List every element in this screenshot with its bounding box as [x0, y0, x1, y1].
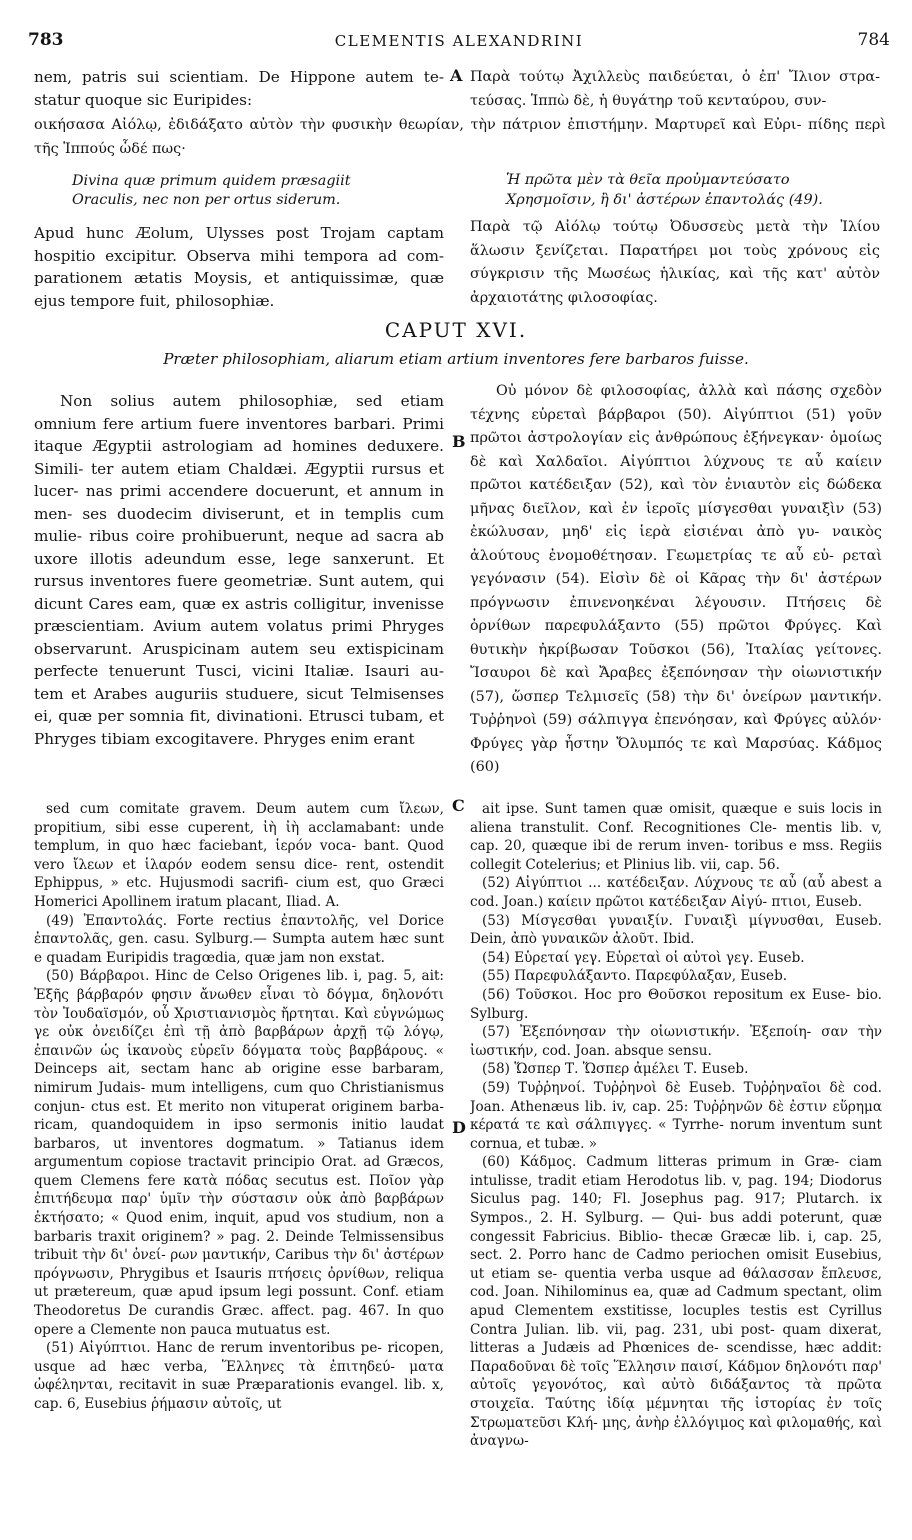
greek-intro: Παρὰ τούτῳ Ἀχιλλεὺς παιδεύεται, ὁ ἐπ' Ἴλιον στρα- τεύσας. Ἱππὼ δὲ, ἡ θυγάτηρ τοῦ κενταύρου, συν-	[470, 69, 880, 109]
latin-intro: nem, patris sui scientiam. De Hippone autem te- statur quoque sic Euripides:	[34, 68, 444, 109]
page-header	[28, 30, 890, 54]
note-right-4: (54) Εὑρεταί γεγ. Εὑρεταὶ οἱ αὐτοὶ γεγ. Euseb.	[482, 949, 805, 966]
note-left-4: (51) Αἰγύπτιοι. Hanc de rerum inventoribus pe- ricopen, usque ad hæc verba, Ἕλληνες τὰ ἐπιτηδεύ- ματα ὠφέληνται, recitavit in suæ Præparationis evangel. lib. x, cap. 6, Eusebius ῥήμασιν αὐτοῖς, ut	[34, 1340, 444, 1412]
greek-full-line: οικήσασα Αἰόλῳ, ἐδιδάξατο αὐτὸν τὴν φυσικὴν θεωρίαν, τὴν πάτριον ἐπιστήμην. Μαρτυρεῖ καὶ Εὐρι- πίδης περὶ τῆς Ἱππούς ὧδέ πως·	[34, 117, 886, 157]
latin-verse	[34, 172, 472, 212]
greek-verse-line-2: Χρησμοῖσιν, ἢ δι' ἀστέρων ἐπαντολάς (49).	[506, 192, 823, 208]
note-right-9: (59) Τυῤῥηνοί. Τυῤῥηνοὶ δὲ Euseb. Τυῤῥηναῖοι δὲ cod. Joan. Athenæus lib. iv, cap. 25: Τυῤῥηνῶν δὲ ἐστιν εὕρημα κέρατά τε καὶ σάλπιγγες. « Tyrrhe- norum inventum sunt cornua, et tubæ. »	[470, 1079, 882, 1152]
latin-paragraph: Apud hunc Æolum, Ulysses post Trojam captam hospitio excipitur. Observa mihi tempora ad com- parationem ætatis Moysis, et antiquissimæ, quæ ejus tempore fuit, philosophiæ.	[34, 224, 444, 310]
margin-marker-c: C	[452, 796, 465, 815]
note-left-2: (49) Ἐπαντολάς. Forte rectius ἐπαντολῆς, vel Dorice ἐπαντολᾶς, gen. casu. Sylburg.— Sumpta autem hæc sunt e quadam Euripidis tragœdia, quæ jam non exstat.	[34, 912, 444, 966]
margin-marker-a: A	[450, 66, 463, 85]
margin-marker-d: D	[452, 1118, 466, 1137]
chapter-heading: CAPUT XVI.	[384, 318, 528, 342]
notes-right-column	[470, 800, 882, 1528]
latin-verse-line-1: Divina quæ primum quidem præsagiit	[72, 173, 351, 189]
main-greek-text: Οὐ μόνον δὲ φιλοσοφίας, ἀλλὰ καὶ πάσης σχεδὸν τέχνης εὑρεταὶ βάρβαροι (50). Αἰγύπτιοι (51) γοῦν πρῶτοι ἀστρολογίαν εἰς ἀνθρώπους ἐξήνεγκαν· ὁμοίως δὲ καὶ Χαλδαῖοι. Αἰγύπτιοι λύχνους τε αὖ καίειν πρῶτοι κατέδειξαν (52), καὶ τὸν ἐνιαυτὸν εἰς δώδεκα μῆνας διεῖλον, καὶ ἐν ἱεροῖς μίσγεσθαι γυναιξὶν (53) ἐκώλυσαν, μηδ' εἰς ἱερὰ εἰσιέναι ἀπὸ γυ- ναικὸς ἀλούτους ἐνομοθέτησαν. Γεωμετρίας τε αὖ εὑ- ρεταὶ γεγόνασιν (54). Εἰσὶν δὲ οἱ Κᾶρας τὴν δι' ἀστέρων πρόγνωσιν ἐπινενοηκέναι λέγουσιν. Πτήσεις δὲ ὀρνίθων παρεφυλάξαντο (55) πρῶτοι Φρύγες. Καὶ θυτικὴν ἠκρίβωσαν Τοῦσκοι (56), Ἰταλίας γείτονες. Ἴσαυροι δὲ καὶ Ἄραβες ἐξεπόνησαν τὴν οἰωνιστικήν (57), ὥσπερ Τελμισεῖς (58) τὴν δι' ὀνείρων μαντικήν. Τυῤῥηνοὶ (59) σάλπιγγα ἐπενόησαν, καὶ Φρύγες αὐλόν· Φρύγες γὰρ ἦστην Ὄλυμπός τε καὶ Μαρσύας. Κάδμος (60)	[470, 383, 882, 775]
note-left-1: sed cum comitate gravem. Deum autem cum ἴλεων, propitium, sibi esse cuperent, ἰὴ ἰὴ acclamabant: unde templum, in quo hæc faciebant, ἱερόν voca- bant. Quod vero ἴλεων et ἱλαρόν eodem sensu dice- rent, ostendit Ephippus, » etc. Hujusmodi sacrifi- cium est, quo Græci Homerici Apollinem iratum placant, Iliad. A.	[34, 801, 444, 910]
note-right-10: (60) Κάδμος. Cadmum litteras primum in Græ- ciam intulisse, tradit etiam Herodotus lib. v, pag. 194; Diodorus Siculus pag. 140; Fl. Josephus pag. 917; Plutarch. ix Sympos., 2. H. Sylburg. — Qui- bus addi poterunt, quæ congessit Fabricius. Biblio- thecæ Græcæ lib. i, cap. 25, sect. 2. Porro hanc de Cadmo periochen omisit Eusebius, ut etiam se- quentia verba usque ad θάλασσαν ἔπλευσε, cod. Joan. Nihilominus ea, quæ ad Cadmum spectant, olim apud Clementem exstitisse, locuples testis est Cyrillus Contra Julian. lib. vii, pag. 231, ubi post- quam dixerat, litteras a Judæis ad Phœnices de- scendisse, hæc addit: Παραδοῦναι δὲ τοῖς Ἕλλησιν παισί, Κάδμον δηλονότι παρ' αὐτοῖς γεγονότος, καὶ αὐτὸ διδάξαντος τὰ πρῶτα στοιχεῖα. Ταύτης ἰδίᾳ μέμνηται τῆς ἱστορίας ἐν τοῖς Στρωματεῦσι Κλή- μης, ἀνὴρ ἐλλόγιμος καὶ φιλομαθής, καὶ ἀναγνω-	[470, 1154, 882, 1450]
note-right-1: ait ipse. Sunt tamen quæ omisit, quæque e suis locis in aliena transtulit. Conf. Recognitiones Cle- mentis lib. v, cap. 20, quæque ibi de rerum inven- toribus e mss. Regiis collegit Cotelerius; et Plinius lib. vii, cap. 56.	[470, 801, 882, 873]
greek-verse-line-1: Ἡ πρῶτα μὲν τὰ θεῖα προὐμαντεύσατο	[506, 172, 790, 188]
page-number-right: 784	[857, 30, 890, 50]
note-right-3: (53) Μίσγεσθαι γυναιξίν. Γυναιξὶ μίγνυσθαι, Euseb. Dein, ἀπὸ γυναικῶν ἀλοῦτ. Ibid.	[470, 912, 882, 948]
main-latin-text: Non solius autem philosophiæ, sed etiam omnium fere artium fuere inventores barbari. Primi itaque Ægyptii astrologiam ad homines deduxere. Simili- ter autem etiam Chaldæi. Ægyptii rursus et lucer- nas primi accendere docuerunt, et annum in men- ses duodecim diviserunt, et in templis cum mulie- ribus coire prohibuerunt, neque ad sacra ab uxore illotis adeundum esse, lege sanxerunt. Et rursus inventores fuere geometriæ. Sunt autem, qui dicunt Cares eam, quæ ex astris colligitur, invenisse præscientiam. Avium autem volatus primi Phryges observarunt. Aruspicinam autem seu extispicinam perfecte tenuerunt Tusci, vicini Italiæ. Isauri au- tem et Arabes auguriis studuere, sicut Telmisenses ei, quæ per somnia fit, divinationi. Etrusci tubam, et Phryges tibiam excogitavere. Phryges enim erant	[34, 392, 444, 748]
running-title: CLEMENTIS ALEXANDRINI	[334, 32, 584, 50]
greek-paragraph: Παρὰ τῷ Αἰόλῳ τούτῳ Ὀδυσσεὺς μετὰ τὴν Ἰλίου ἅλωσιν ξενίζεται. Παρατήρει μοι τοὺς χρόνους εἰς σύγκρισιν τῆς Μωσέως ἡλικίας, καὶ τῆς κατ' αὐτὸν ἀρχαιοτάτης φιλοσοφίας.	[470, 219, 880, 306]
note-right-2: (52) Αἰγύπτιοι ... κατέδειξαν. Λύχνους τε αὖ (αὖ abest a cod. Joan.) καίειν πρῶτοι κατέδειξαν Αἰγύ- πτιοι, Euseb.	[470, 875, 882, 910]
margin-marker-b: B	[452, 432, 466, 451]
latin-verse-line-2: Oraculis, nec non per ortus siderum.	[72, 192, 341, 208]
chapter-subtitle: Præter philosophiam, aliarum etiam artium inventores fere barbaros fuisse.	[163, 350, 749, 368]
note-right-5: (55) Παρεφυλάξαντο. Παρεφύλαξαν, Euseb.	[482, 968, 788, 985]
note-left-3: (50) Βάρβαροι. Hinc de Celso Origenes lib. i, pag. 5, ait: Ἐξῆς βάρβαρόν φησιν ἄνωθεν εἶναι τὸ δόγμα, δηλονότι τὸν Ἰουδαϊσμόν, οὗ Χριστιανισμὸς ἤρτηται. Καὶ εὐγνώμως γε οὐκ ὀνειδίζει ἐπὶ τῇ ἀπὸ βαρβάρων ἀρχῇ τῷ λόγῳ, ἐπαινῶν ὡς ἱκανοὺς εὑρεῖν δόγματα τοὺς βαρβάρους. « Deinceps ait, sectam hanc ab origine esse barbaram, nimirum Judais- mum intelligens, cum quo Christianismus conjun- ctus est. Et merito non vituperat originem barba- ricam, quandoquidem in ipso sermonis initio laudat barbaros, ut inventores dogmatum. » Tatianus idem argumentum copiose tractavit principio Orat. ad Græcos, quem Clemens fere κατὰ πόδας secutus est. Ποῖον γὰρ ἐπιτήδευμα παρ' ὑμῖν τὴν σύστασιν οὐκ ἀπὸ βαρβάρων ἐκτήσατο; « Quod enim, inquit, apud vos studium, non a barbaris traxit originem? » pag. 2. Deinde Telmissensibus tribuit τὴν δι' ὀνεί- ρων μαντικήν, Caribus τὴν δι' ἀστέρων πρόγνωσιν, Phrygibus et Isauris πτήσεις ὀρνίθων, reliqua ut prætereum, quæ apud ipsum legi possunt. Conf. etiam Theodoretus De curandis Græc. affect. pag. 467. In quo opere a Clemente non pauca mutuatus est.	[34, 968, 444, 1338]
note-right-7: (57) Ἐξεπόνησαν τὴν οἰωνιστικήν. Ἐξεποίη- σαν τὴν ἰωστικήν, cod. Joan. absque sensu.	[470, 1024, 882, 1059]
greek-verse	[470, 170, 912, 212]
notes-left-column	[34, 800, 444, 1528]
note-right-6: (56) Τοῦσκοι. Hoc pro Θοῦσκοι repositum ex Euse- bio. Sylburg.	[470, 986, 882, 1022]
page-number-left: 783	[28, 30, 64, 50]
note-right-8: (58) Ὥσπερ Τ. Ὥσπερ ἀμέλει Τ. Euseb.	[482, 1061, 749, 1078]
